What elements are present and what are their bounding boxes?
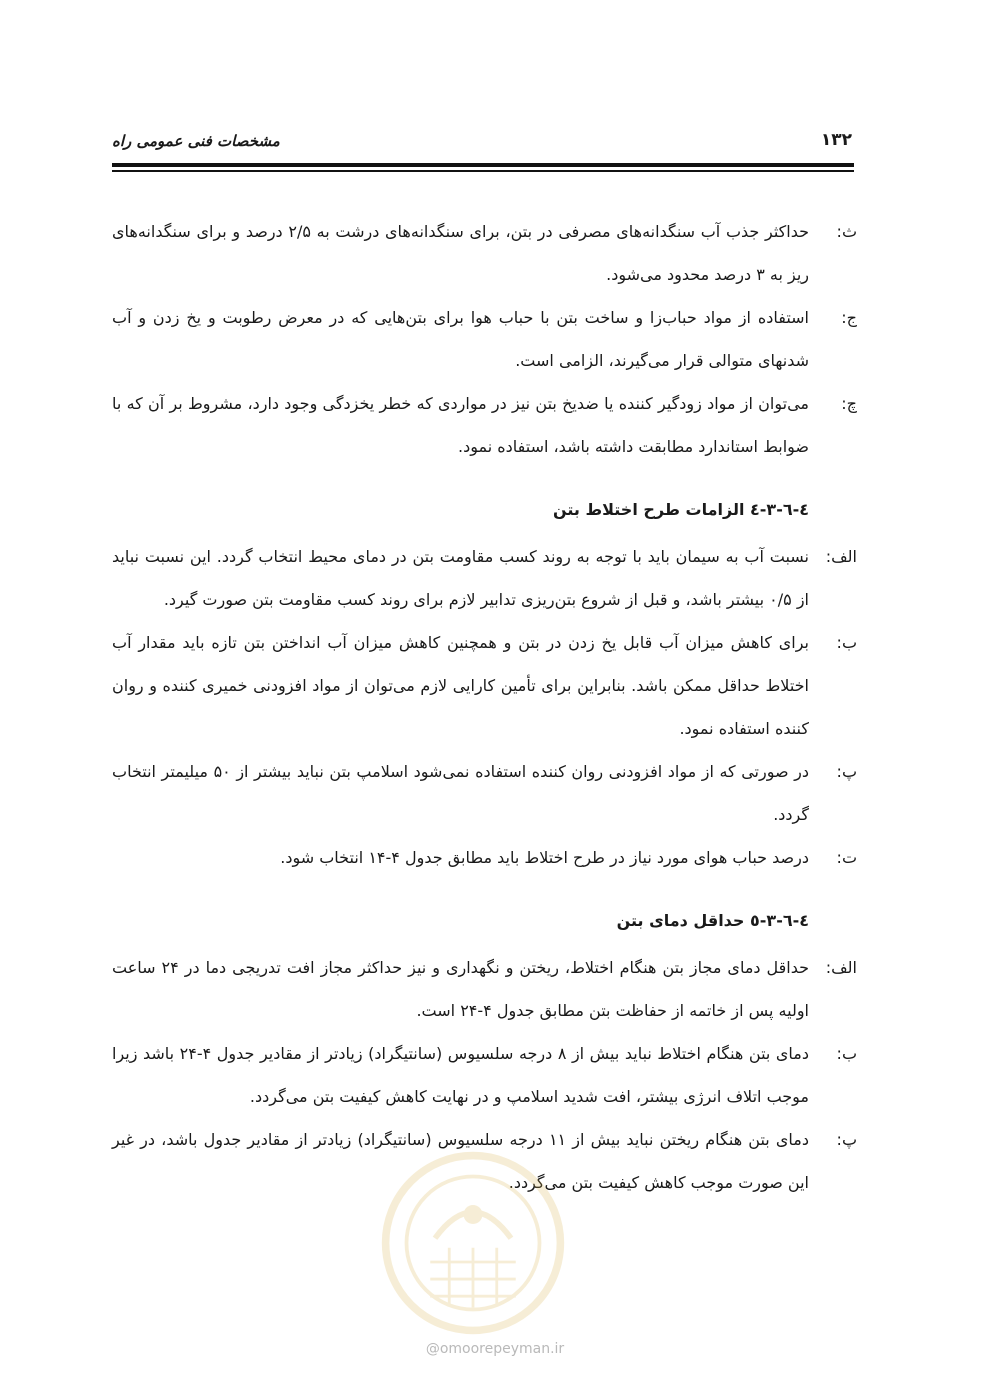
item-text: درصد حباب هوای مورد نیاز در طرح اختلاط باید مطابق جدول ۴-۱۴ انتخاب شود.: [280, 848, 809, 867]
item-text: دمای بتن هنگام اختلاط نباید بیش از ۸ درجه سلسیوس (سانتیگراد) زیادتر از مقادیر جدول ۴-۲۴ باشد زیرا موجب اتلاف انرژی بیشتر، افت شدید اسلامپ و در نهایت کاهش کیفیت بتن می‌گردد.: [112, 1044, 809, 1106]
watermark-text: @omoorepeyman.ir: [425, 1341, 565, 1357]
list-item: [112, 1118, 857, 1204]
list-item: [112, 210, 857, 296]
item-marker: الف:: [825, 958, 857, 977]
list-item: [112, 836, 857, 879]
list-item: [112, 946, 857, 1032]
item-marker: چ:: [841, 394, 857, 413]
header-rule-thick: [112, 163, 854, 167]
running-title: مشخصات فنی عمومی راه: [112, 132, 280, 150]
page-body: [112, 210, 857, 1204]
item-text: می‌توان از مواد زودگیر کننده یا ضدیخ بتن نیز در مواردی که خطر یخزدگی وجود دارد، مشروط بر آن که با ضوابط استاندارد مطابقت داشته باشد، استفاده نمود.: [112, 394, 809, 456]
list-item: [112, 382, 857, 468]
item-text: حداقل دمای مجاز بتن هنگام اختلاط، ریختن و نگهداری و نیز حداکثر مجاز افت تدریجی دما در ۲۴ ساعت اولیه پس از خاتمه از حفاظت بتن مطابق جدول ۴-۲۴ است.: [112, 958, 810, 1020]
list-item: [112, 1032, 857, 1118]
page-number: ۱۳۲: [820, 130, 852, 150]
section-heading: ٤-٦-٣-٤ الزامات طرح اختلاط بتن: [553, 500, 809, 519]
page-header: [112, 130, 852, 156]
item-text: در صورتی که از مواد افزودنی روان کننده استفاده نمی‌شود اسلامپ بتن نباید بیشتر از ۵۰ میلیمتر انتخاب گردد.: [112, 762, 810, 824]
item-marker: الف:: [825, 547, 857, 566]
item-marker: پ:: [836, 1130, 857, 1149]
item-marker: پ:: [836, 762, 857, 781]
item-text: نسبت آب به سیمان باید با توجه به روند کسب مقاومت بتن در دمای محیط انتخاب گردد. این نسبت نباید از ۰/۵ بیشتر باشد، و قبل از شروع بتن‌ریزی تدابیر لازم برای روند کسب مقاومت بتن صورت گیرد.: [112, 547, 809, 609]
item-marker: ب:: [836, 633, 857, 652]
list-item: [112, 621, 857, 750]
header-rule-thin: [112, 170, 854, 172]
list-item: [112, 296, 857, 382]
item-marker: ت:: [836, 848, 857, 867]
item-text: دمای بتن هنگام ریختن نباید بیش از ۱۱ درجه سلسیوس (سانتیگراد) زیادتر از مقادیر جدول باشد، در غیر این صورت موجب کاهش کیفیت بتن می‌گردد.: [112, 1130, 809, 1192]
list-item: [112, 535, 857, 621]
item-text: برای کاهش میزان آب قابل یخ زدن در بتن و همچنین کاهش میزان آب انداختن بتن تازه باید مقدار آب اختلاط حداقل ممکن باشد. بنابراین برای تأمین کارایی لازم می‌توان از مواد افزودنی خمیری کننده و روان کننده استفاده نمود.: [112, 633, 809, 738]
item-marker: ب:: [836, 1044, 857, 1063]
item-text: حداکثر جذب آب سنگدانه‌های مصرفی در بتن، برای سنگدانه‌های درشت به ۲/۵ درصد و برای سنگدانه‌های ریز به ۳ درصد محدود می‌شود.: [112, 222, 810, 284]
item-text: استفاده از مواد حباب‌زا و ساخت بتن با حباب هوا برای بتن‌هایی که در معرض رطوبت و یخ زدن و آب شدنهای متوالی قرار می‌گیرند، الزامی است.: [112, 308, 809, 370]
item-marker: ج:: [841, 308, 857, 327]
list-item: [112, 750, 857, 836]
item-marker: ث:: [836, 222, 857, 241]
section-heading: ٤-٦-٣-٥ حداقل دمای بتن: [616, 911, 809, 930]
